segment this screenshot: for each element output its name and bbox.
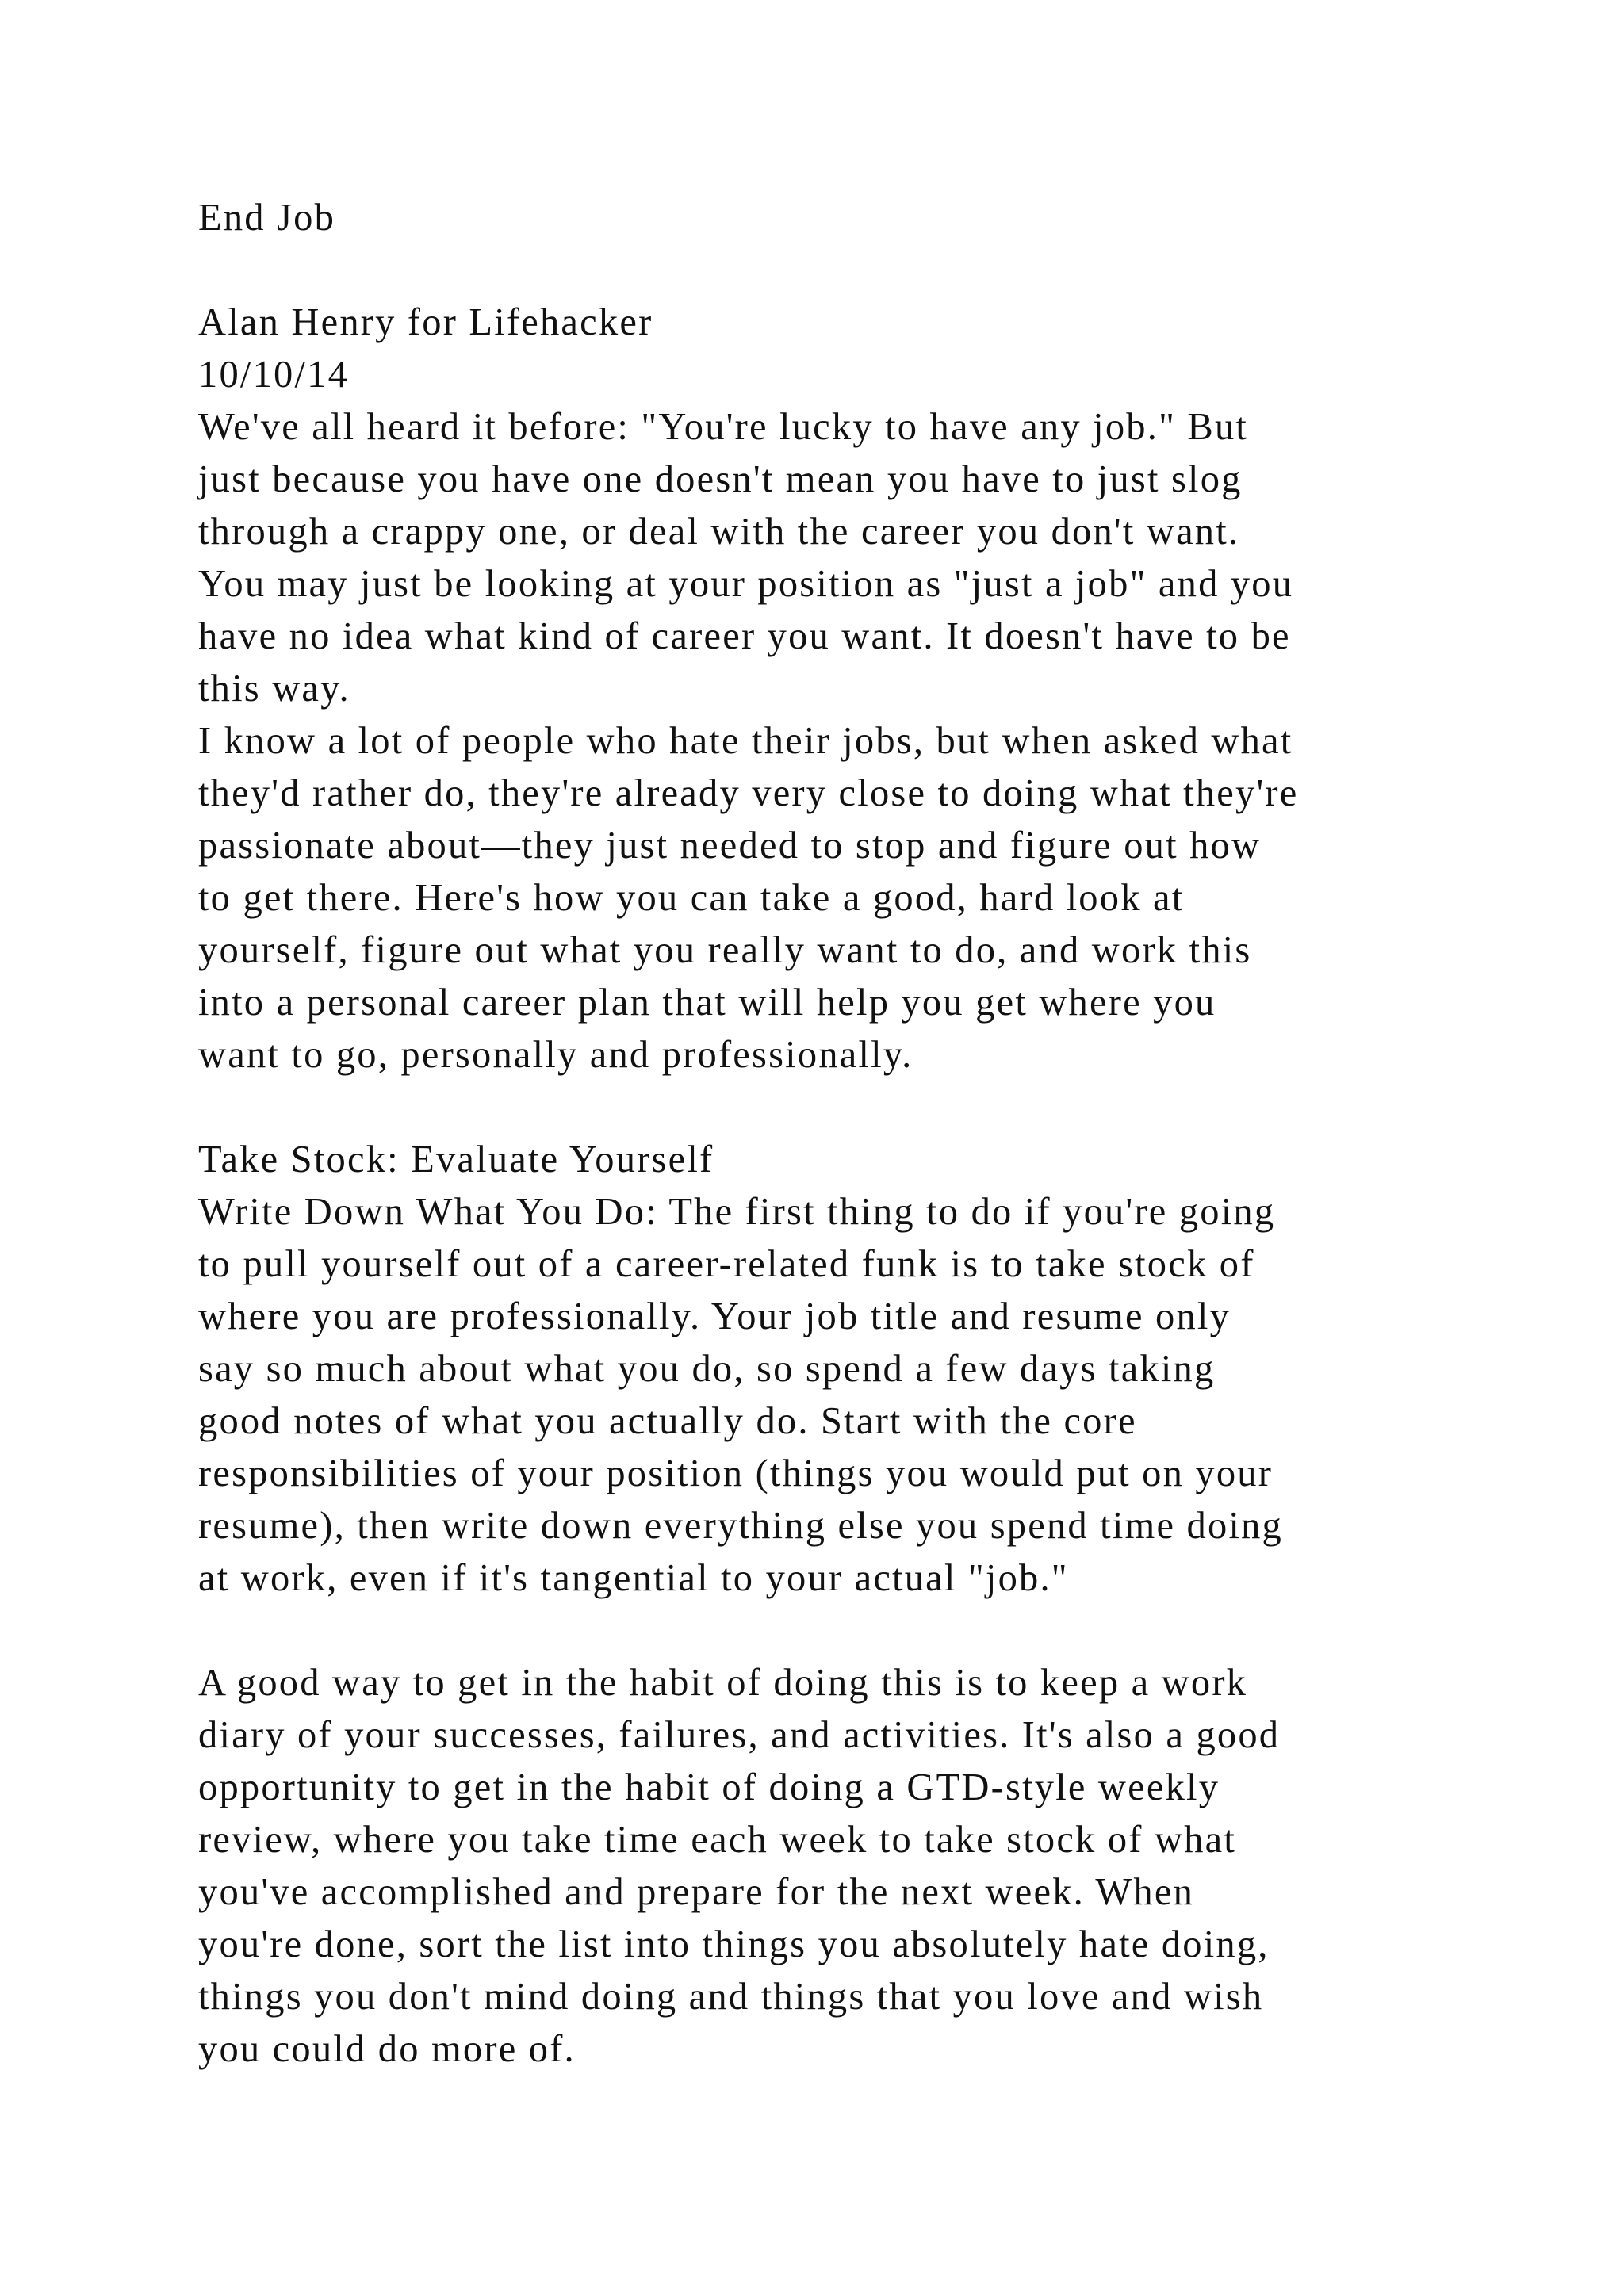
text-line: You may just be looking at your position as "just a job" and you — [198, 563, 1294, 605]
text-line: to get there. Here's how you can take a good, hard look at — [198, 877, 1185, 919]
section-paragraph — [198, 1186, 1610, 1605]
intro-paragraph — [198, 401, 1610, 1081]
spacer — [198, 244, 1610, 297]
text-line: A good way to get in the habit of doing this is to keep a work — [198, 1662, 1248, 1704]
text-line: where you are professionally. Your job title and resume only — [198, 1295, 1231, 1337]
text-line: want to go, personally and professionally. — [198, 1034, 914, 1076]
byline: Alan Henry for Lifehacker — [198, 301, 653, 343]
text-line: to pull yourself out of a career-related funk is to take stock of — [198, 1243, 1255, 1285]
text-line: you're done, sort the list into things you absolutely hate doing, — [198, 1923, 1270, 1965]
text-line: passionate about—they just needed to stop and figure out how — [198, 825, 1262, 867]
text-line: yourself, figure out what you really want to do, and work this — [198, 929, 1252, 971]
text-line: diary of your successes, failures, and activities. It's also a good — [198, 1714, 1281, 1756]
text-line: responsibilities of your position (things you would put on your — [198, 1452, 1274, 1494]
closing-paragraph — [198, 1657, 1610, 2076]
text-line: this way. — [198, 668, 350, 710]
text-line: you've accomplished and prepare for the next week. When — [198, 1871, 1195, 1913]
document-page — [198, 192, 1610, 2076]
text-line: review, where you take time each week to take stock of what — [198, 1819, 1237, 1861]
text-line: opportunity to get in the habit of doing a GTD-style weekly — [198, 1766, 1220, 1808]
text-line: resume), then write down everything else you spend time doing — [198, 1505, 1283, 1547]
text-line: say so much about what you do, so spend a few days taking — [198, 1348, 1216, 1390]
text-line: things you don't mind doing and things that you love and wish — [198, 1976, 1264, 2018]
publish-date: 10/10/14 — [198, 354, 350, 396]
section-heading: Take Stock: Evaluate Yourself — [198, 1138, 714, 1181]
text-line: through a crappy one, or deal with the career you don't want. — [198, 511, 1240, 553]
text-line: I know a lot of people who hate their jobs, but when asked what — [198, 720, 1293, 762]
text-line: you could do more of. — [198, 2028, 576, 2070]
text-line: just because you have one doesn't mean you have to just slog — [198, 458, 1243, 500]
text-line: at work, even if it's tangential to your actual "job." — [198, 1557, 1069, 1599]
text-line: good notes of what you actually do. Start with the core — [198, 1400, 1137, 1442]
spacer — [198, 1081, 1610, 1134]
text-line: into a personal career plan that will help you get where you — [198, 982, 1216, 1024]
text-line: We've all heard it before: "You're lucky to have any job." But — [198, 406, 1249, 448]
document-title: End Job — [198, 197, 336, 239]
text-line: they'd rather do, they're already very close to doing what they're — [198, 772, 1299, 814]
text-line: have no idea what kind of career you want. It doesn't have to be — [198, 615, 1291, 657]
text-line: Write Down What You Do: The first thing to do if you're going — [198, 1191, 1276, 1233]
spacer — [198, 1605, 1610, 1657]
